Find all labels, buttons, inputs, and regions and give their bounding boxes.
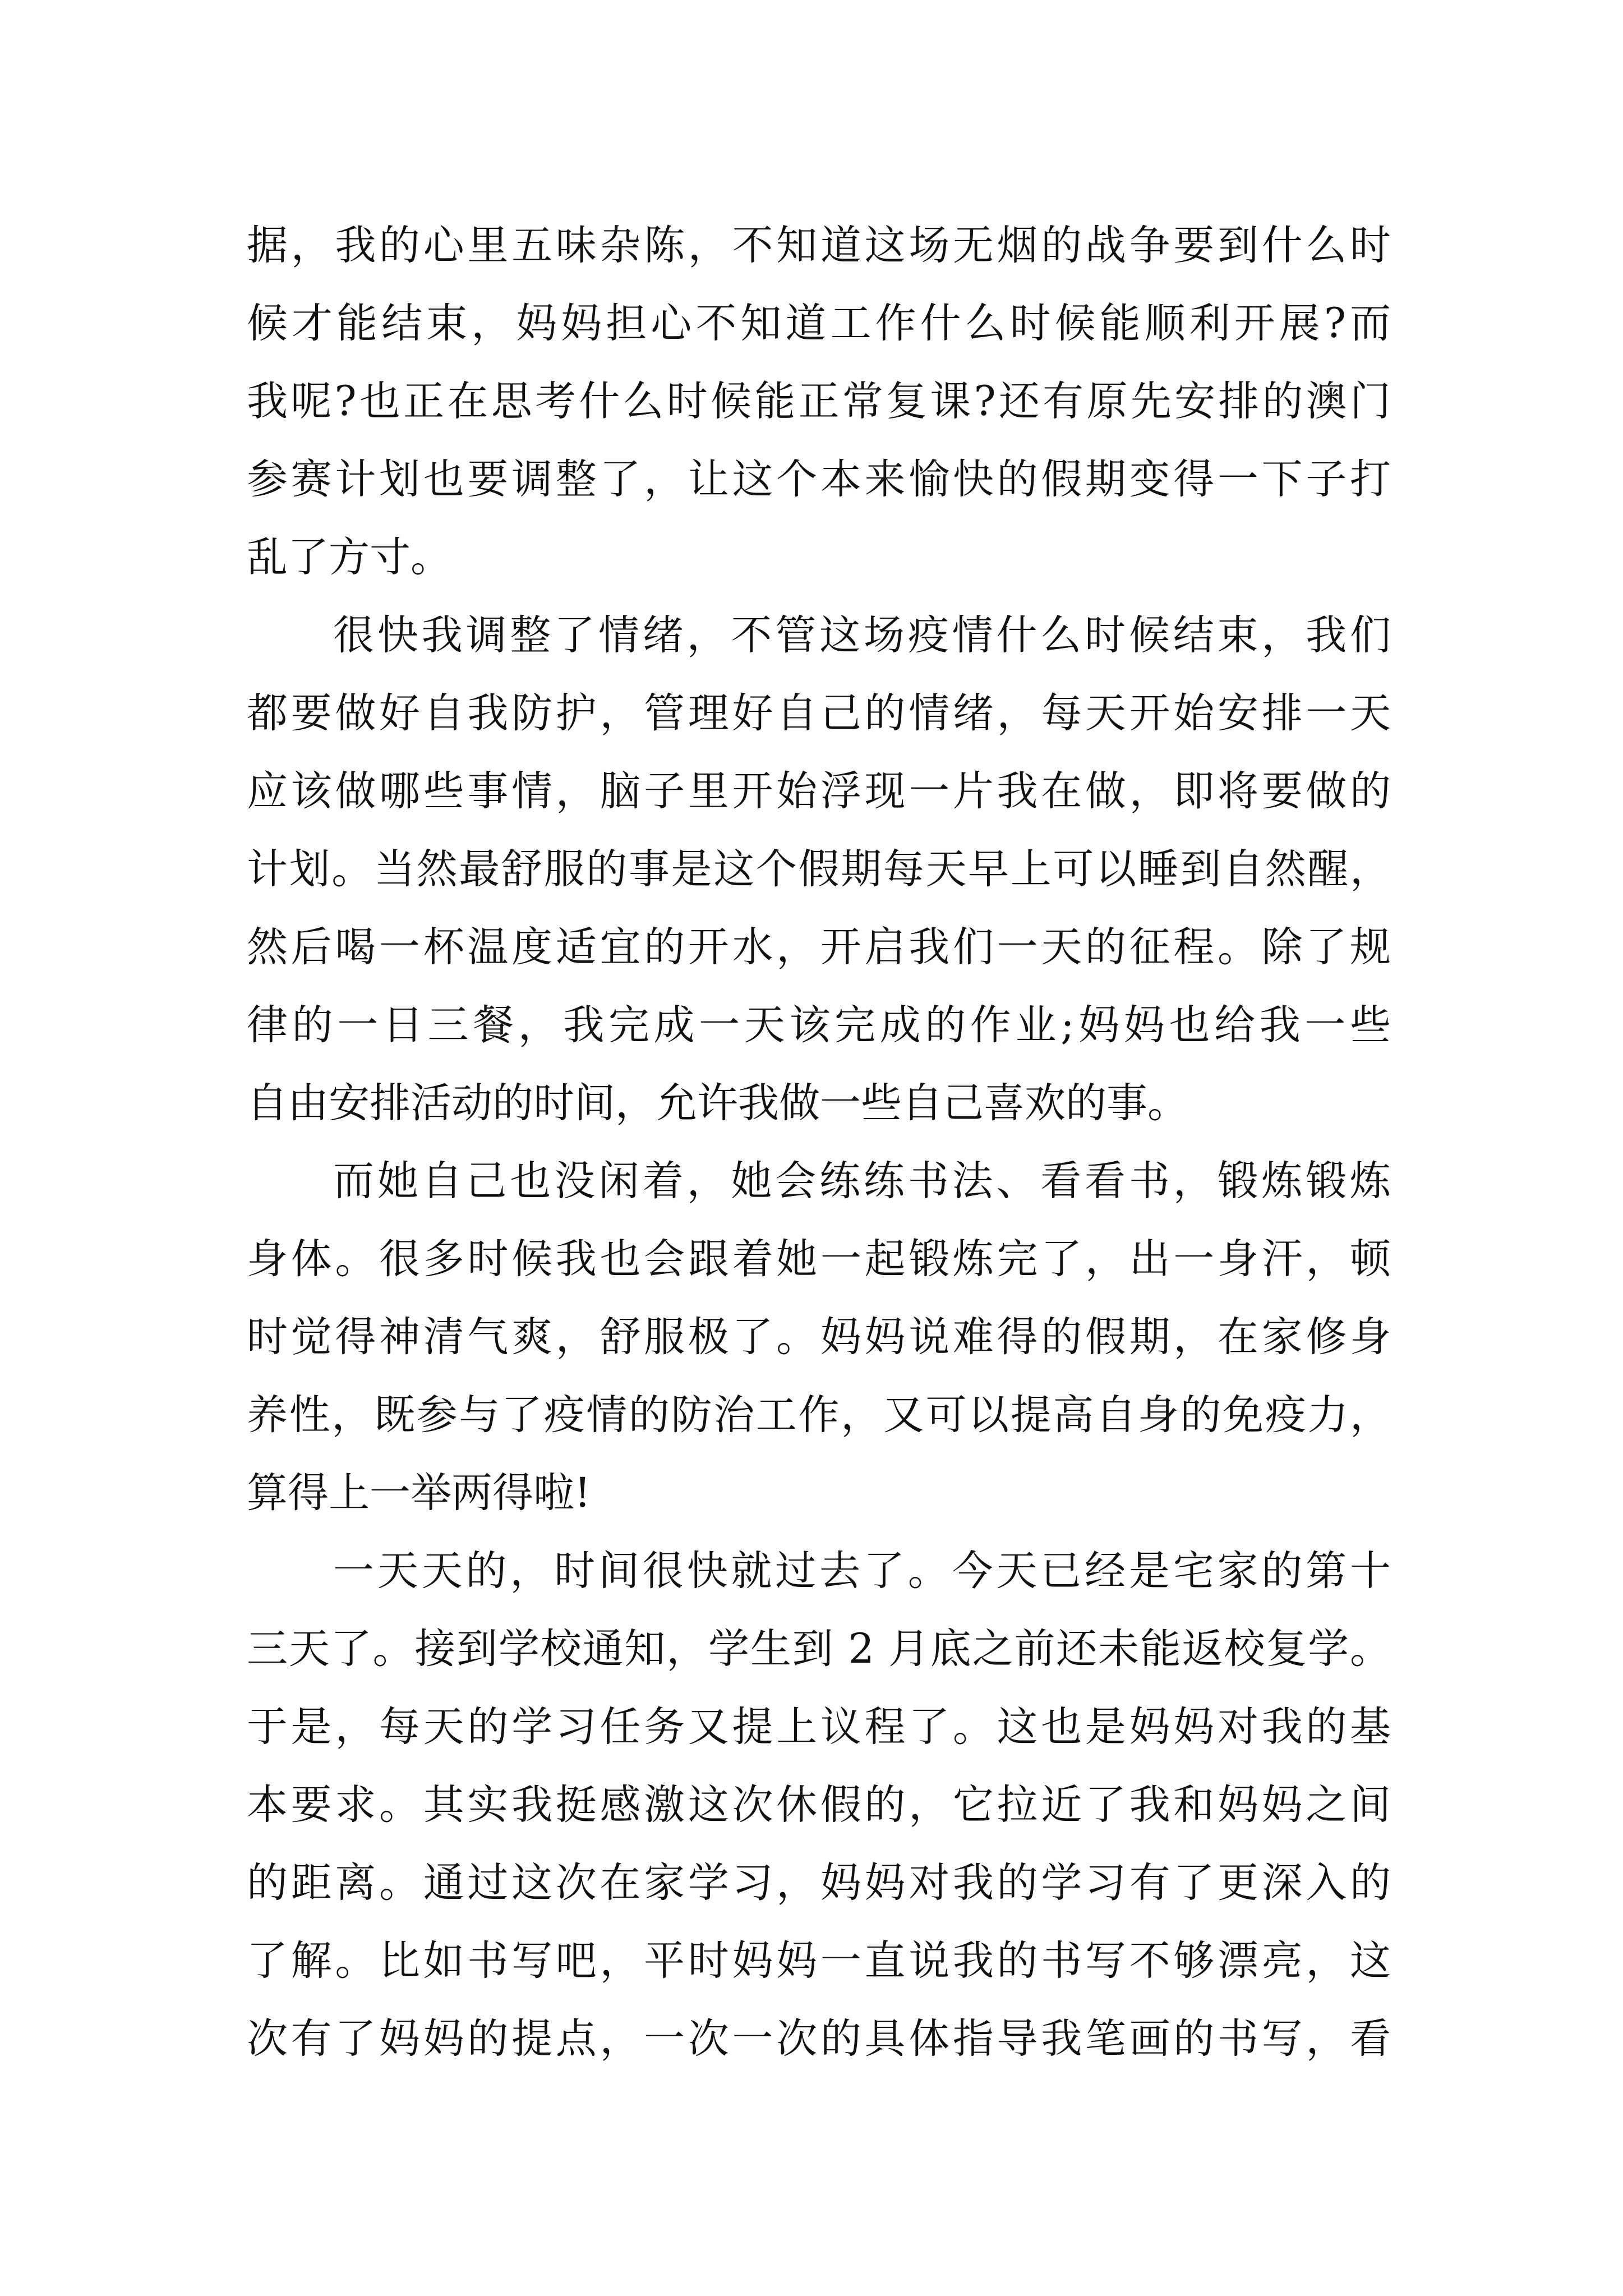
text-line: 律的一日三餐，我完成一天该完成的作业;妈妈也给我一些 <box>247 1001 1391 1049</box>
text-line: 算得上一举两得啦! <box>247 1469 591 1517</box>
text-line: 三天了。接到学校通知，学生到 2 月底之前还未能返校复学。 <box>247 1625 1391 1673</box>
text-line: 计划。当然最舒服的事是这个假期每天早上可以睡到自然醒， <box>247 845 1391 893</box>
text-line: 身体。很多时候我也会跟着她一起锻炼完了，出一身汗，顿 <box>247 1235 1391 1283</box>
text-line: 一天天的，时间很快就过去了。今天已经是宅家的第十 <box>333 1547 1391 1595</box>
text-line: 于是，每天的学习任务又提上议程了。这也是妈妈对我的基 <box>247 1703 1391 1751</box>
text-line: 参赛计划也要调整了，让这个本来愉快的假期变得一下子打 <box>247 455 1391 503</box>
text-line: 我呢?也正在思考什么时候能正常复课?还有原先安排的澳门 <box>247 378 1391 425</box>
text-line: 乱了方寸。 <box>247 533 451 581</box>
text-line: 养性，既参与了疫情的防治工作，又可以提高自身的免疫力， <box>247 1391 1391 1439</box>
text-line: 自由安排活动的时间，允许我做一些自己喜欢的事。 <box>247 1079 1188 1127</box>
text-line: 都要做好自我防护，管理好自己的情绪，每天开始安排一天 <box>247 689 1391 737</box>
text-line: 候才能结束，妈妈担心不知道工作什么时候能顺利开展?而 <box>247 300 1391 347</box>
text-line: 的距离。通过这次在家学习，妈妈对我的学习有了更深入的 <box>247 1859 1391 1907</box>
body-text <box>247 206 1391 2078</box>
paragraph-2 <box>247 596 1391 1142</box>
text-line: 了解。比如书写吧，平时妈妈一直说我的书写不够漂亮，这 <box>247 1937 1391 1985</box>
text-line: 应该做哪些事情，脑子里开始浮现一片我在做，即将要做的 <box>247 767 1391 815</box>
paragraph-1 <box>247 206 1391 596</box>
paragraph-3 <box>247 1142 1391 1532</box>
text-line: 很快我调整了情绪，不管这场疫情什么时候结束，我们 <box>333 611 1391 659</box>
text-line: 据，我的心里五味杂陈，不知道这场无烟的战争要到什么时 <box>247 222 1391 269</box>
text-line: 然后喝一杯温度适宜的开水，开启我们一天的征程。除了规 <box>247 923 1391 971</box>
text-line: 时觉得神清气爽，舒服极了。妈妈说难得的假期，在家修身 <box>247 1313 1391 1361</box>
text-line: 本要求。其实我挺感激这次休假的，它拉近了我和妈妈之间 <box>247 1781 1391 1829</box>
text-line: 而她自己也没闲着，她会练练书法、看看书，锻炼锻炼 <box>333 1157 1391 1205</box>
paragraph-4 <box>247 1532 1391 2078</box>
text-line: 次有了妈妈的提点，一次一次的具体指导我笔画的书写，看 <box>247 2015 1391 2063</box>
